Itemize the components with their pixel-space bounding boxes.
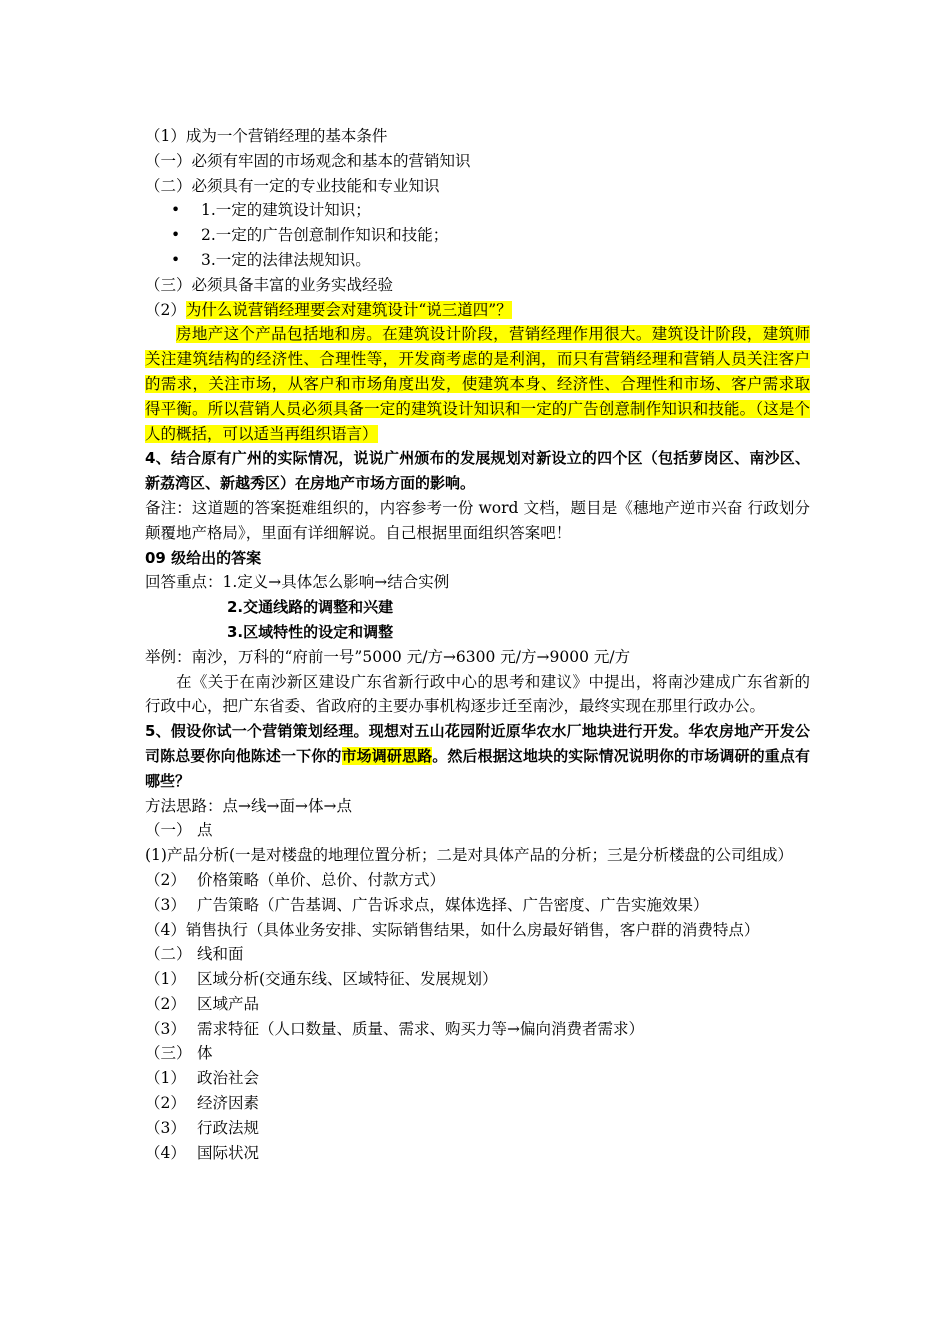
- bullet-item: • 1.一定的建筑设计知识；: [145, 198, 810, 223]
- answer-key-points: 回答重点：1.定义→具体怎么影响→结合实例: [145, 573, 450, 592]
- item-1: （一）必须有牢固的市场观念和基本的营销知识: [145, 151, 471, 170]
- answer-key-point-2: 2.交通线路的调整和兴建: [227, 598, 394, 617]
- document-body: [145, 124, 810, 1165]
- section-3-item: （2） 经济因素: [145, 1094, 260, 1113]
- note-paragraph: 备注：这道题的答案挺难组织的，内容参考一份 word 文档，题目是《穗地产逆市兴奋 行政划分颠覆地产格局》，里面有详细解说。自己根据里面组织答案吧！: [145, 498, 810, 542]
- item-3: （三）必须具备丰富的业务实战经验: [145, 275, 394, 294]
- section-1-item: （3） 广告策略（广告基调、广告诉求点，媒体选择、广告密度、广告实施效果）: [145, 895, 709, 914]
- heading-1: （1）成为一个营销经理的基本条件: [145, 127, 388, 145]
- section-3-item: （1） 政治社会: [145, 1069, 260, 1088]
- section-2-item: （3） 需求特征（人口数量、质量、需求、购买力等→偏向消费者需求）: [145, 1019, 644, 1038]
- example-line: 举例：南沙，万科的“府前一号”5000 元/方→6300 元/方→9000 元/方: [145, 647, 631, 666]
- section-2-item: （2） 区域产品: [145, 994, 260, 1013]
- section-1-item: （2） 价格策略（单价、总价、付款方式）: [145, 870, 446, 889]
- section-3-item: （4） 国际状况: [145, 1143, 260, 1162]
- section-2-item: （1） 区域分析(交通东线、区域特征、发展规划）: [145, 970, 498, 989]
- answer-heading: 09 级给出的答案: [145, 548, 262, 567]
- highlighted-phrase: 市场调研思路: [341, 746, 433, 765]
- example-paragraph: 在《关于在南沙新区建设广东省新行政中心的思考和建议》中提出，将南沙建成广东省新的行政中心，把广东省委、省政府的主要办事机构逐步迁至南沙，最终实现在那里行政办公。: [145, 672, 810, 716]
- highlighted-question: 为什么说营销经理要会对建筑设计“说三道四”？: [185, 300, 512, 319]
- section-1: （一） 点: [145, 821, 213, 840]
- bullet-item: • 2.一定的广告创意制作知识和技能；: [145, 223, 810, 248]
- section-3: （三） 体: [145, 1044, 213, 1063]
- section-2: （二） 线和面: [145, 945, 244, 964]
- question-4: 4、结合原有广州的实际情况，说说广州颁布的发展规划对新设立的四个区（包括萝岗区、南沙区、新荔湾区、新越秀区）在房地产市场方面的影响。: [145, 449, 810, 493]
- heading-2: （2）为什么说营销经理要会对建筑设计“说三道四”？: [145, 300, 512, 319]
- section-3-item: （3） 行政法规: [145, 1118, 260, 1137]
- section-1-item: （4）销售执行（具体业务安排、实际销售结果，如什么房最好销售，客户群的消费特点）: [145, 920, 760, 939]
- question-5: 5、假设你试一个营销策划经理。现想对五山花园附近原华农水厂地块进行开发。华农房地产开发公司陈总要你向他陈述一下你的市场调研思路。然后根据这地块的实际情况说明你的市场调研的重点有哪些？: [145, 722, 810, 790]
- section-1-item: (1)产品分析(一是对楼盘的地理位置分析；二是对具体产品的分析；三是分析楼盘的公司组成）: [145, 846, 794, 865]
- bullet-icon: •: [171, 201, 181, 220]
- item-2: （二）必须具有一定的专业技能和专业知识: [145, 176, 440, 195]
- answer-paragraph: 房地产这个产品包括地和房。在建筑设计阶段，营销经理作用很大。建筑设计阶段，建筑师关注建筑结构的经济性、合理性等，开发商考虑的是利润，而只有营销经理和营销人员关注客户的需求，关注市场，从客户和市场角度出发，使建筑本身、经济性、合理性和市场、客户需求取得平衡。所以营销人员必须具备一定的建筑设计知识和一定的广告创意制作知识和技能。（这是个人的概括，可以适当再组织语言）: [145, 325, 810, 443]
- bullet-item: • 3.一定的法律法规知识。: [145, 248, 810, 273]
- answer-key-point-3: 3.区域特性的设定和调整: [227, 622, 394, 641]
- method-line: 方法思路：点→线→面→体→点: [145, 796, 352, 815]
- bullet-icon: •: [171, 250, 181, 269]
- bullet-icon: •: [171, 226, 181, 245]
